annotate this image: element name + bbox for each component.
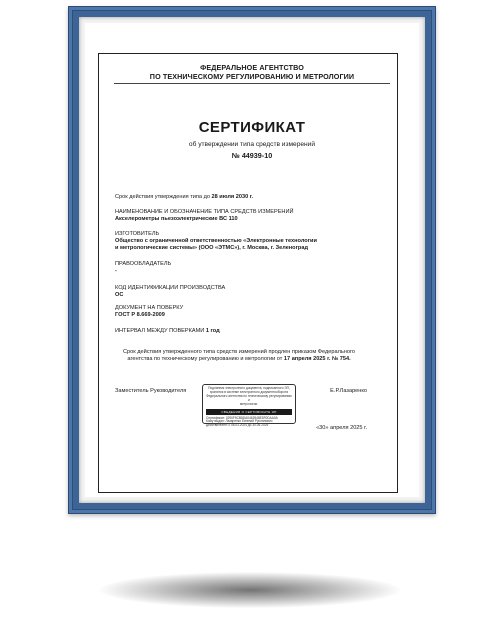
stamp-intro-4: метрологии.: [239, 401, 259, 406]
production-code-label: КОД ИДЕНТИФИКАЦИИ ПРОИЗВОДСТВА: [115, 285, 226, 291]
certificate-frame: [68, 6, 436, 514]
holder-value: -: [115, 268, 117, 274]
number-prefix: №: [231, 151, 240, 160]
production-code-value: ОС: [115, 292, 124, 298]
agency-line-1: ФЕДЕРАЛЬНОЕ АГЕНТСТВО: [200, 63, 304, 72]
agency-header: [85, 63, 419, 81]
type-name-label: НАИМЕНОВАНИЕ И ОБОЗНАЧЕНИЕ ТИПА СРЕДСТВ ИЗМЕРЕНИЙ: [115, 209, 294, 215]
verification-doc-section: [115, 305, 365, 319]
manufacturer-section: [115, 231, 365, 252]
interval-section: [115, 328, 365, 335]
frame-mat: [79, 17, 425, 503]
header-divider: [114, 83, 390, 84]
manufacturer-line-2: и метрологические системы» (ООО «ЭТМС»), г. Москва, г. Зеленоград: [115, 245, 309, 251]
certificate-number: [85, 151, 419, 160]
interval-label: ИНТЕРВАЛ МЕЖДУ ПОВЕРКАМИ: [115, 328, 205, 334]
stamp-banner: СВЕДЕНИЯ О СЕРТИФИКАТЕ ЭП: [206, 409, 292, 415]
extension-prefix: агентства по техническому регулированию и метрологии от: [127, 356, 283, 362]
verification-doc-label: ДОКУМЕНТ НА ПОВЕРКУ: [115, 305, 184, 311]
signatory-name: Е.Р.Лазаренко: [330, 388, 367, 394]
stamp-validity: Действителен: с 06.03.2024 до 30.05.2025: [206, 423, 269, 428]
production-code-section: [115, 285, 365, 299]
frame-shadow: [100, 572, 400, 608]
certificate-paper: [85, 23, 419, 497]
number-value: 44939-10: [241, 151, 273, 160]
extension-section: [109, 349, 369, 363]
validity-line: [115, 194, 365, 201]
manufacturer-label: ИЗГОТОВИТЕЛЬ: [115, 231, 160, 237]
stamp-intro-2: хранится в системе электронного документооборота: [209, 389, 289, 394]
stamp-intro-3: Федерального агентства по техническому регулированию и: [206, 393, 292, 402]
signatory-position: Заместитель Руководителя: [115, 388, 187, 394]
extension-line-2: [109, 356, 369, 363]
manufacturer-line-1: Общество с ограниченной ответственностью «Электронные технологии: [115, 238, 317, 244]
stamp-owner: Кому выдан: Лазаренко Евгений Русланович: [206, 419, 273, 424]
holder-label: ПРАВООБЛАДАТЕЛЬ: [115, 261, 172, 267]
stamp-certificate: Сертификат: 0290F5CB8DA0463948E5F0DAA0A: [206, 415, 278, 420]
interval-value: 1 год: [205, 328, 220, 334]
certificate-subtitle: об утверждении типа средств измерений: [188, 141, 316, 148]
type-name-value: Акселерометры пьезоэлектрические ВС 110: [115, 216, 238, 222]
signature-date: «30» апреля 2025 г.: [316, 425, 367, 431]
certificate-title: СЕРТИФИКАТ: [198, 119, 306, 136]
validity-prefix: Срок действия утверждения типа до: [115, 194, 210, 200]
electronic-signature-stamp: [202, 384, 296, 428]
agency-line-2: ПО ТЕХНИЧЕСКОМУ РЕГУЛИРОВАНИЮ И МЕТРОЛОГИИ: [149, 72, 355, 81]
extension-line-1: Срок действия утвержденного типа средств измерений продлен приказом Федерального: [122, 349, 355, 355]
extension-order-date: 17 апреля 2025 г.: [283, 356, 331, 362]
verification-doc-value: ГОСТ Р 8.669-2009: [115, 312, 165, 318]
stamp-intro-1: Подлинник электронного документа, подписанного ЭП,: [208, 386, 290, 390]
type-name-section: [115, 209, 365, 223]
extension-order-number: № 754.: [331, 356, 351, 362]
holder-section: [115, 261, 365, 275]
validity-date: 28 июля 2030 г.: [211, 194, 254, 200]
